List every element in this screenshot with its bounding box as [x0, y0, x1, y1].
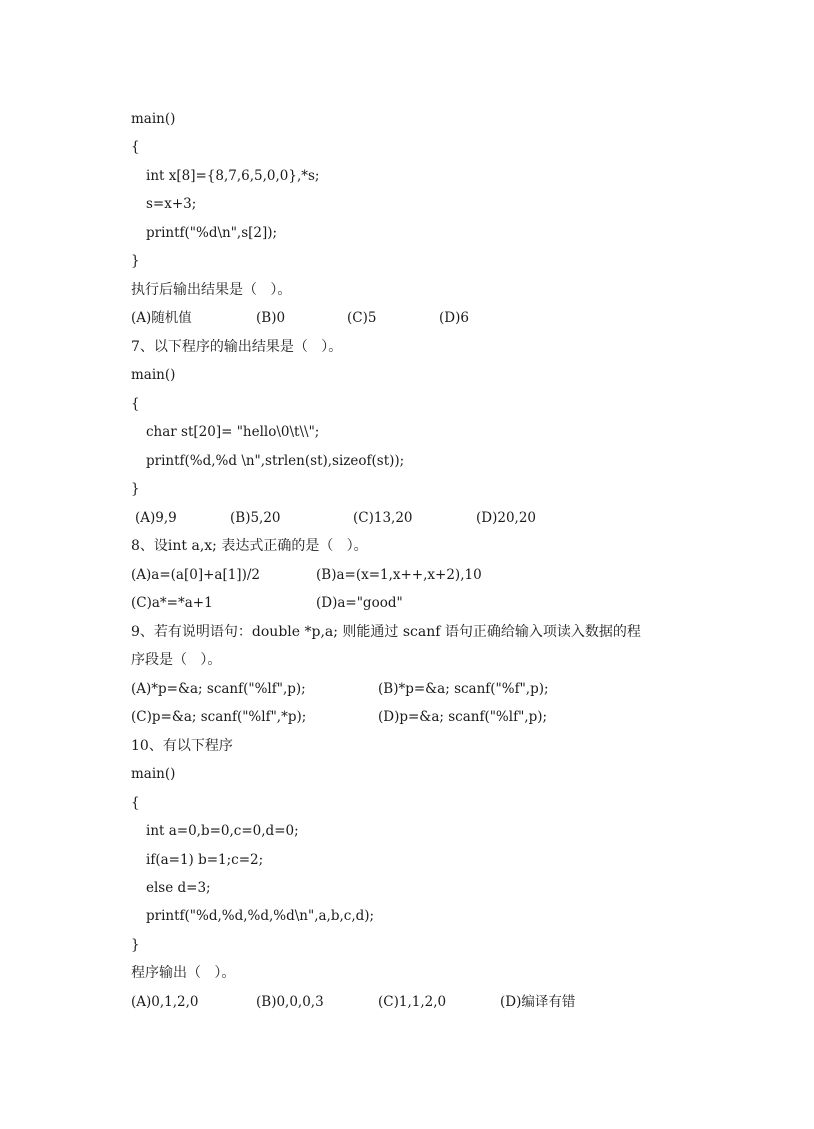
option-c: (C)1,1,2,0	[378, 994, 447, 1010]
option-b: (B)0,0,0,3	[256, 994, 324, 1010]
code-brace-open: {	[131, 795, 140, 811]
code-brace-close: }	[131, 937, 140, 953]
code-brace-open: {	[131, 139, 140, 155]
code-line: int x[8]={8,7,6,5,0,0},*s;	[146, 168, 320, 184]
option-b: (B)*p=&a; scanf("%f",p);	[378, 681, 549, 697]
option-a: (A)随机值	[131, 310, 192, 326]
option-c: (C)a*=*a+1	[131, 595, 213, 611]
option-a: (A)*p=&a; scanf("%lf",p);	[131, 681, 306, 697]
option-a: (A)a=(a[0]+a[1])/2	[131, 567, 260, 583]
code-brace-close: }	[131, 253, 140, 269]
option-a: (A)9,9	[135, 510, 177, 526]
question-title: 9、若有说明语句：double *p,a; 则能通过 scanf 语句正确给输入项读入数据的程	[131, 624, 641, 640]
code-main: main()	[131, 766, 176, 782]
code-line: char st[20]= "hello\0\t\\";	[146, 424, 320, 440]
option-d: (D)20,20	[476, 510, 537, 526]
option-b: (B)a=(x=1,x++,x+2),10	[316, 567, 482, 583]
code-main: main()	[131, 367, 176, 383]
code-line: int a=0,b=0,c=0,d=0;	[146, 823, 299, 839]
option-b: (B)0	[256, 310, 286, 326]
option-c: (C)5	[347, 310, 377, 326]
code-line: printf("%d\n",s[2]);	[146, 225, 278, 241]
question-prompt: 执行后输出结果是（ ）。	[131, 282, 292, 298]
question-title: 7、以下程序的输出结果是（ ）。	[131, 339, 343, 355]
option-d: (D)编译有错	[500, 994, 576, 1010]
code-brace-close: }	[131, 481, 140, 497]
question-title: 10、有以下程序	[131, 738, 233, 754]
option-a: (A)0,1,2,0	[131, 994, 199, 1010]
option-b: (B)5,20	[230, 510, 281, 526]
option-d: (D)6	[439, 310, 469, 326]
code-line: printf("%d,%d,%d,%d\n",a,b,c,d);	[146, 908, 375, 924]
code-line: else d=3;	[146, 880, 211, 896]
code-line: if(a=1) b=1;c=2;	[146, 852, 264, 868]
option-c: (C)13,20	[353, 510, 413, 526]
code-line: s=x+3;	[146, 196, 197, 212]
question-prompt: 程序输出（ ）。	[131, 965, 236, 981]
option-d: (D)p=&a; scanf("%lf",p);	[378, 709, 548, 725]
question-title: 8、设int a,x; 表达式正确的是（ ）。	[131, 538, 368, 554]
code-line: printf(%d,%d \n",strlen(st),sizeof(st));	[146, 453, 405, 469]
question-title-continued: 序段是（ ）。	[131, 652, 222, 668]
option-d: (D)a="good"	[316, 595, 403, 611]
code-main: main()	[131, 111, 176, 127]
option-c: (C)p=&a; scanf("%lf",*p);	[131, 709, 307, 725]
code-brace-open: {	[131, 396, 140, 412]
